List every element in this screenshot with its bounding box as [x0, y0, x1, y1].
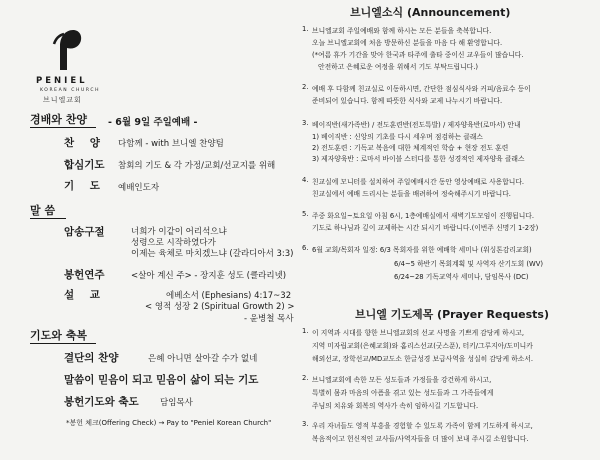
announcement-line: 브니엘교회 주일예배와 함께 하시는 모든 분들을 축복합니다.	[312, 27, 492, 35]
prayer-request-line: 주님의 치유와 회복의 역사가 속히 임하시길 기도합니다.	[312, 402, 479, 410]
offering-prayer-value: 담임목사	[160, 398, 193, 408]
prayer-label: 기 도	[64, 180, 106, 192]
recitation-line-3: 이제는 육체로 마치겠느냐 (갈라디아서 3:3)	[131, 249, 294, 259]
announcement-number: 4.	[302, 176, 309, 184]
word-rule	[30, 218, 66, 219]
prayer-request-line: 해외선교, 장학선교/MD교도소 한글성경 보급사역을 성실히 감당케 하소서.	[312, 355, 534, 363]
recitation-label: 암송구절	[64, 226, 105, 238]
logo-subtitle-en: KOREAN CHURCH	[40, 88, 101, 93]
announcement-line: 안전하고 은혜로운 여정을 위해서 기도 부탁드립니다.)	[318, 63, 479, 71]
closing-hymn-label: 결단의 찬양	[64, 352, 119, 364]
worship-rule	[30, 127, 96, 128]
prayer-request-line: 우리 자녀들도 영적 부흥을 경험할 수 있도록 가족이 함께 기도하게 하시고,	[312, 422, 533, 430]
announcement-line: 1) 베이직반 : 신앙의 기초를 다시 세우며 점검하는 클래스	[312, 133, 483, 141]
unison-prayer-label: 합심기도	[64, 159, 105, 171]
announcement-line: 오늘 브니엘교회에 처음 방문하신 분들을 마음 다 해 환영합니다.	[312, 39, 503, 47]
announcement-line: 6월 교회/목회자 일정: 6/3 목회자를 위한 예배학 세미나 (워싱톤감리교회)	[312, 246, 532, 254]
worship-section-title: 경배와 찬양	[30, 113, 87, 126]
announcement-line: 주중 화요일~토요일 아침 6시, 1층예배실에서 새벽기도모임이 진행됩니다.	[312, 212, 535, 220]
announcement-number: 1.	[302, 25, 309, 33]
announcement-line: 6/4~5 하반기 목회계획 및 사역자 산기도회 (WV)	[394, 260, 544, 268]
offertory-value: <살아 계신 주> - 장지훈 성도 (클라리넷)	[131, 271, 287, 281]
offering-check-note: *봉헌 체크(Offering Check) → Pay to "Peniel Korean Church"	[66, 419, 272, 427]
announcement-number: 5.	[302, 210, 309, 218]
announcement-line: 3) 제자양육반 : 로마서 바이블 스터디를 통한 성경적인 제자양육 클래스	[312, 155, 525, 163]
unison-prayer-value: 참회의 기도 & 각 가정/교회/선교지를 위해	[118, 161, 276, 171]
sermon-label: 설 교	[64, 289, 106, 301]
announcement-line: 준비되어 있습니다. 함께 따뜻한 식사와 교제 나누시기 바랍니다.	[312, 97, 503, 105]
logo-subtitle-kr: 브니엘교회	[43, 96, 82, 104]
closing-hymn-title: 말씀이 믿음이 되고 믿음이 삶이 되는 기도	[64, 374, 259, 386]
recitation-line-2: 성령으로 시작하였다가	[131, 238, 216, 248]
prayer-request-line: 브니엘교회에 속한 모든 성도들과 가정들을 강건하게 하시고,	[312, 376, 492, 384]
announcement-line: (*여름 휴가 기간을 맞아 한국과 타주에 출타 중이신 교우들이 많습니다.	[312, 51, 524, 59]
offering-prayer-label: 봉헌기도와 축도	[64, 396, 139, 408]
announcement-line: 친교실에 모니터를 설치하여 주일예배시간 동안 영상예배로 사용합니다.	[312, 178, 525, 186]
peniel-logo-icon	[52, 28, 82, 72]
prayer-section-title: 기도와 축복	[30, 329, 87, 342]
word-section-title: 말 씀	[30, 204, 56, 217]
announcement-number: 2.	[302, 83, 309, 91]
prayer-request-number: 1.	[302, 327, 309, 335]
offertory-label: 봉헌연주	[64, 269, 105, 281]
sermon-title: < 영적 성장 2 (Spiritual Growth 2) >	[145, 302, 295, 312]
prayer-request-line: 이 지역과 시대를 향한 브니엘교회의 선교 사명을 기쁘게 감당케 하시고,	[312, 329, 525, 337]
recitation-line-1: 너희가 이같이 어리석으냐	[131, 227, 227, 237]
prayer-rule	[30, 343, 96, 344]
announcement-line: 친교실에서 예배 드리시는 분들을 배려하여 정숙해주시기 바랍니다.	[312, 190, 511, 198]
announcement-line: 베이직반(새가족반) / 전도훈련반(전도특발) / 제자양육반(로마서) 안내	[312, 121, 521, 129]
prayer-request-number: 3.	[302, 420, 309, 428]
announcement-number: 3.	[302, 119, 309, 127]
praise-value: 다함께 - with 브니엘 찬양팀	[118, 139, 224, 149]
prayer-request-line: 지역 미자립교회(은혜교회)와 홈리스선교(굿스푼), 터키/그루지아/도미니카	[312, 342, 533, 350]
prayer-request-line: 특별히 몸과 마음의 아픔을 겪고 있는 성도들과 그 가족들에게	[312, 389, 494, 397]
sermon-scripture: 에베소서 (Ephesians) 4:17~32	[166, 291, 292, 301]
announcement-line: 2) 전도훈련 : 기독교 복음에 대한 체계적인 학습 + 현장 전도 훈련	[312, 144, 509, 152]
announcement-line: 6/24~28 기독교역사 세미나, 담임목사 (DC)	[394, 273, 529, 281]
service-title: - 6월 9일 주일예배 -	[108, 117, 198, 128]
prayer-requests-title: 브니엘 기도제목 (Prayer Requests)	[355, 308, 550, 321]
prayer-request-line: 복음적이고 헌신적인 교사들/사역자들을 더 많이 보내 주시길 소원합니다.	[312, 435, 529, 443]
closing-hymn-value: 은혜 아니면 살아갈 수가 없네	[148, 354, 258, 364]
prayer-value: 예배인도자	[118, 183, 160, 193]
announcement-line: 기도로 하나님과 깊이 교제하는 시간 되시기 바랍니다.(이번주 신명기 1-2장)	[312, 224, 539, 232]
prayer-request-number: 2.	[302, 374, 309, 382]
announcements-title: 브니엘소식 (Announcement)	[350, 6, 511, 19]
praise-label: 찬 양	[64, 137, 106, 149]
announcement-number: 6.	[302, 244, 309, 252]
sermon-preacher: - 윤병철 목사	[244, 314, 294, 324]
announcement-line: 예배 후 다함께 친교실로 이동하시면, 간단한 점심식사와 커피/음료수 등이	[312, 85, 531, 93]
logo-name: PENIEL	[36, 76, 88, 86]
